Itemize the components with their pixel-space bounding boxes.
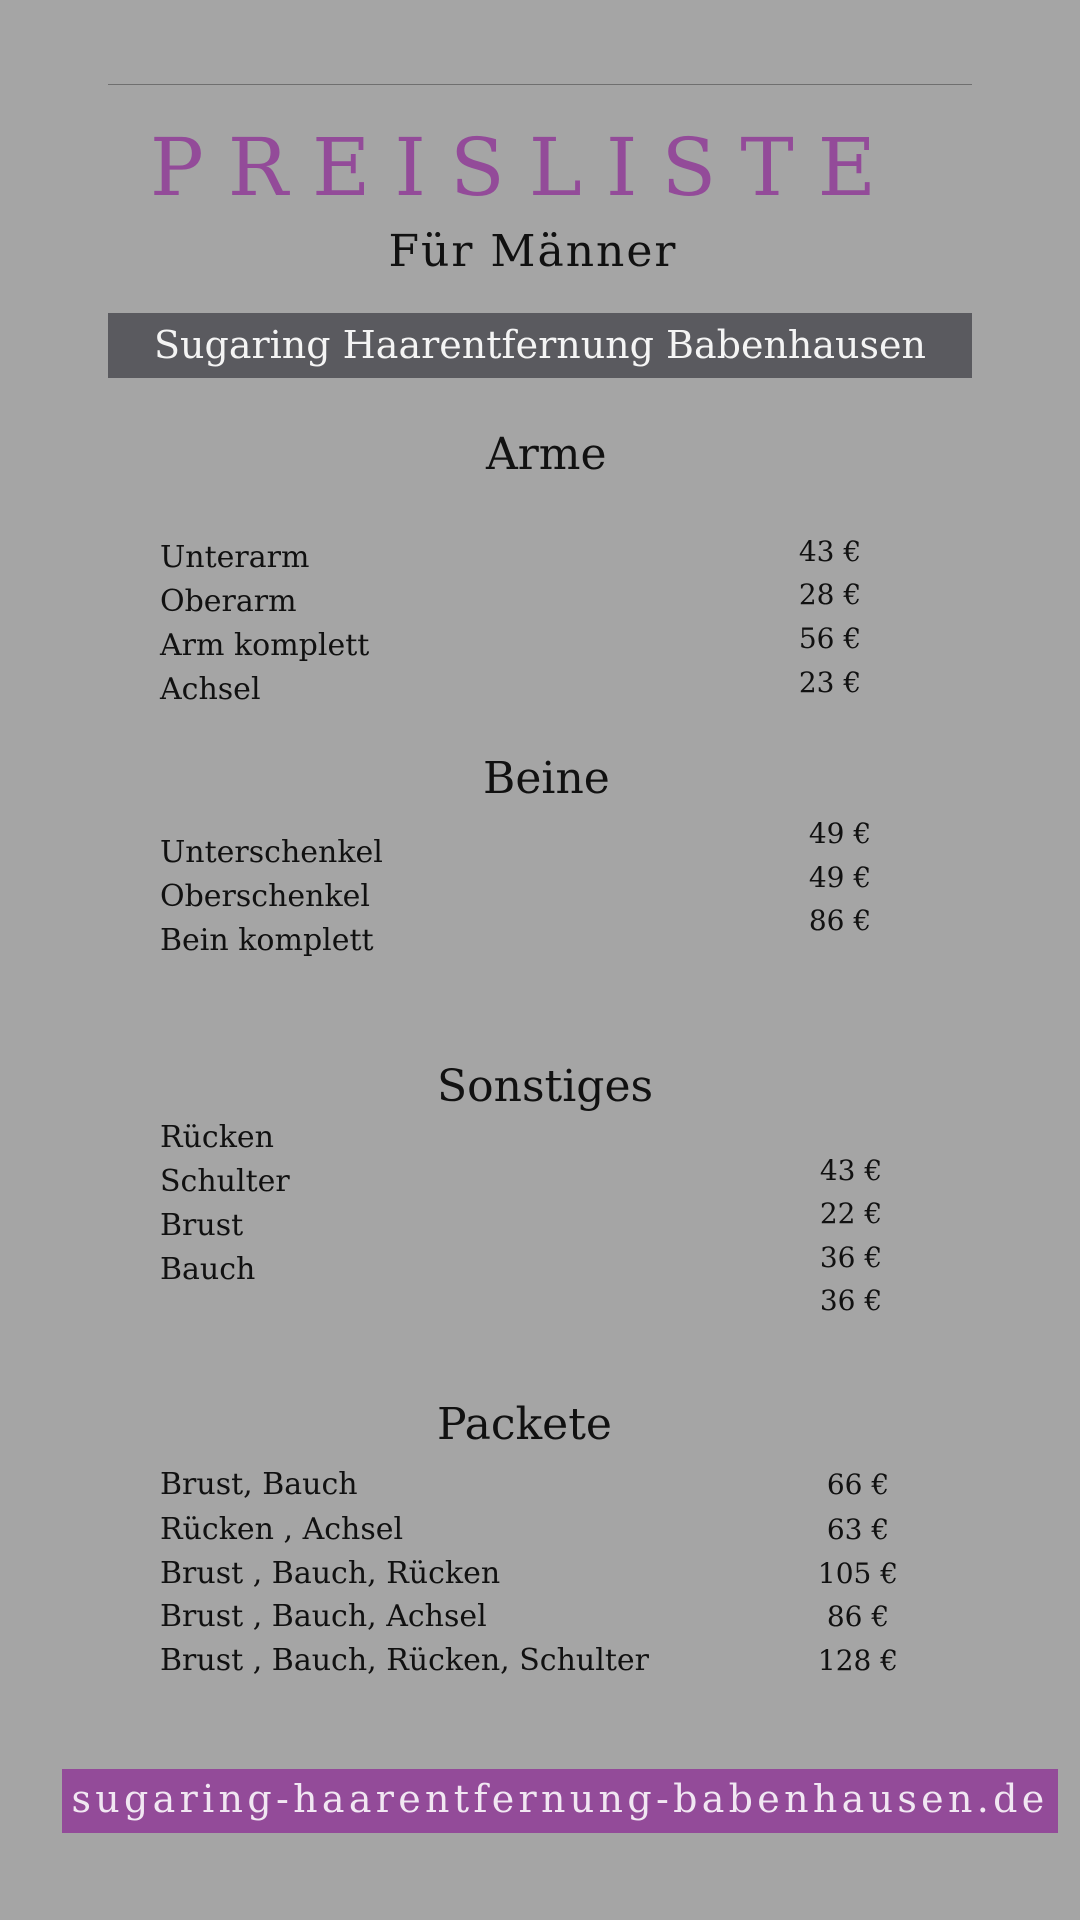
list-item-name: Bein komplett xyxy=(160,923,374,958)
list-item-name: Brust , Bauch, Rücken, Schulter xyxy=(160,1643,649,1678)
salon-name-banner: Sugaring Haarentfernung Babenhausen xyxy=(108,313,972,378)
section-heading-packete: Packete xyxy=(437,1399,612,1450)
list-item-name: Unterarm xyxy=(160,540,310,575)
list-item-price: 66 € xyxy=(826,1468,890,1501)
list-item-name: Rücken xyxy=(160,1120,274,1155)
top-divider xyxy=(108,84,972,85)
website-url-banner: sugaring-haarentfernung-babenhausen.de xyxy=(62,1769,1058,1833)
list-item-price: 86 € xyxy=(826,1600,890,1633)
list-item-price: 56 € xyxy=(798,622,862,655)
list-item-name: Brust xyxy=(160,1208,244,1243)
list-item-price: 86 € xyxy=(808,904,872,937)
list-item-price: 63 € xyxy=(826,1513,890,1546)
page-title: PREISLISTE xyxy=(149,121,901,214)
list-item-price: 22 € xyxy=(819,1197,883,1230)
list-item-name: Brust , Bauch, Achsel xyxy=(160,1599,487,1634)
list-item-price: 128 € xyxy=(817,1644,899,1677)
list-item-name: Brust , Bauch, Rücken xyxy=(160,1556,501,1591)
section-heading-arme: Arme xyxy=(486,429,607,480)
list-item-name: Rücken , Achsel xyxy=(160,1512,404,1547)
list-item-price: 49 € xyxy=(808,817,872,850)
list-item-price: 28 € xyxy=(798,578,862,611)
list-item-price: 36 € xyxy=(819,1284,883,1317)
section-heading-sonstiges: Sonstiges xyxy=(437,1061,654,1112)
list-item-name: Oberarm xyxy=(160,584,297,619)
list-item-name: Unterschenkel xyxy=(160,835,383,870)
page-subtitle: Für Männer xyxy=(388,226,678,277)
list-item-name: Arm komplett xyxy=(160,628,370,663)
list-item-price: 43 € xyxy=(819,1154,883,1187)
list-item-price: 43 € xyxy=(798,535,862,568)
list-item-price: 49 € xyxy=(808,861,872,894)
list-item-name: Achsel xyxy=(160,672,261,707)
section-heading-beine: Beine xyxy=(483,753,610,804)
list-item-price: 23 € xyxy=(798,666,862,699)
list-item-name: Schulter xyxy=(160,1164,290,1199)
list-item-name: Oberschenkel xyxy=(160,879,371,914)
list-item-name: Brust, Bauch xyxy=(160,1467,358,1502)
list-item-price: 36 € xyxy=(819,1241,883,1274)
list-item-name: Bauch xyxy=(160,1252,256,1287)
list-item-price: 105 € xyxy=(817,1557,899,1590)
